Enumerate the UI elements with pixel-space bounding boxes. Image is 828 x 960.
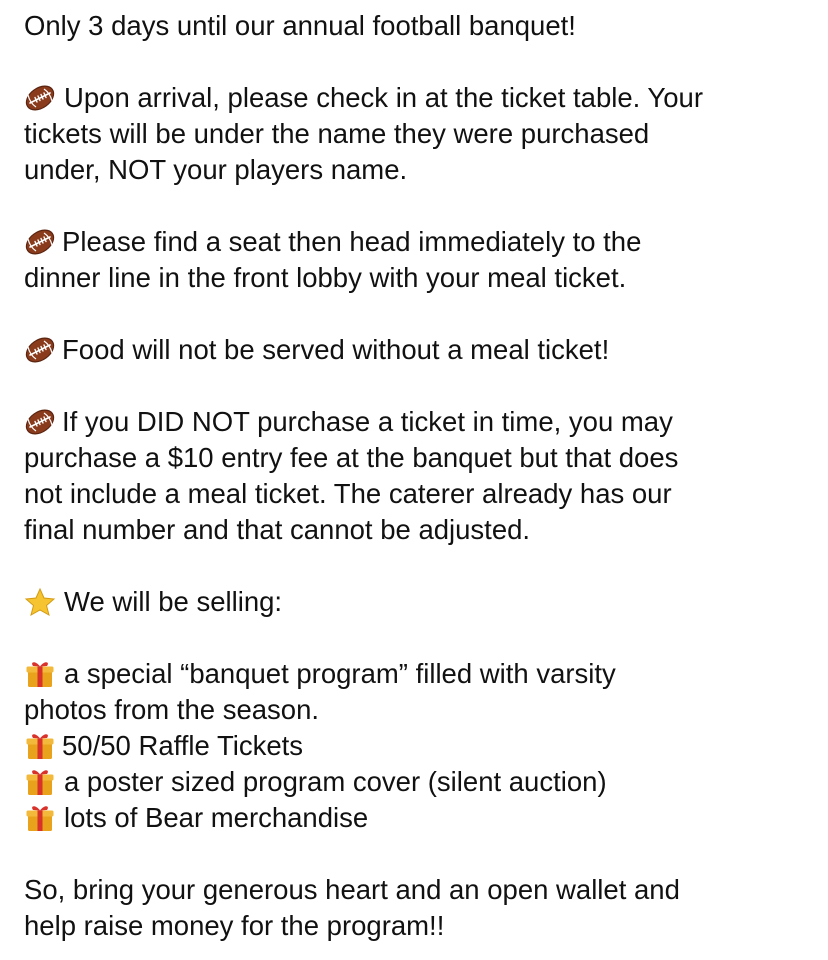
list-item xyxy=(24,656,814,692)
closing-line-1: So, bring your generous heart and an open wallet and xyxy=(24,874,680,905)
food-paragraph xyxy=(24,332,814,368)
paragraph-gap xyxy=(24,188,814,224)
gift-icon xyxy=(24,767,64,797)
intro-text: Only 3 days until our annual football banquet! xyxy=(24,10,576,41)
closing-line-2: help raise money for the program!! xyxy=(24,910,445,941)
item-2-text: 50/50 Raffle Tickets xyxy=(62,730,304,761)
no-ticket-line-3: not include a meal ticket. The caterer already has our xyxy=(24,478,672,509)
arrival-line-2: tickets will be under the name they were purchased xyxy=(24,118,650,149)
star-icon xyxy=(24,587,64,617)
item-1-line-2: photos from the season. xyxy=(24,694,320,725)
football-icon xyxy=(24,407,64,437)
paragraph-gap xyxy=(24,44,814,80)
gift-icon xyxy=(24,659,64,689)
seat-paragraph xyxy=(24,224,814,296)
paragraph-gap xyxy=(24,620,814,656)
item-1-line-1: a special “banquet program” filled with varsity xyxy=(64,658,616,689)
arrival-paragraph xyxy=(24,80,814,188)
no-ticket-line-1: If you DID NOT purchase a ticket in time, you may xyxy=(62,406,673,437)
arrival-line-3: under, NOT your players name. xyxy=(24,154,408,185)
seat-line-1: Please find a seat then head immediately to the xyxy=(62,226,642,257)
no-ticket-paragraph xyxy=(24,404,814,548)
football-icon xyxy=(24,83,64,113)
paragraph-gap xyxy=(24,548,814,584)
paragraph-gap xyxy=(24,296,814,332)
gift-icon xyxy=(24,803,64,833)
no-ticket-line-2: purchase a $10 entry fee at the banquet but that does xyxy=(24,442,679,473)
closing-paragraph xyxy=(24,872,814,944)
item-3-text: a poster sized program cover (silent auction) xyxy=(64,766,607,797)
arrival-line-1: Upon arrival, please check in at the ticket table. Your xyxy=(64,82,703,113)
post-body xyxy=(24,8,814,944)
football-icon xyxy=(24,335,64,365)
item-4-text: lots of Bear merchandise xyxy=(64,802,369,833)
seat-line-2: dinner line in the front lobby with your meal ticket. xyxy=(24,262,627,293)
selling-list xyxy=(24,656,814,836)
paragraph-gap xyxy=(24,368,814,404)
list-item xyxy=(24,728,814,764)
gift-icon xyxy=(24,731,64,761)
list-item xyxy=(24,800,814,836)
football-icon xyxy=(24,227,64,257)
selling-text: We will be selling: xyxy=(64,586,283,617)
list-item xyxy=(24,764,814,800)
selling-heading xyxy=(24,584,814,620)
no-ticket-line-4: final number and that cannot be adjusted. xyxy=(24,514,531,545)
food-text: Food will not be served without a meal ticket! xyxy=(62,334,610,365)
paragraph-gap xyxy=(24,836,814,872)
